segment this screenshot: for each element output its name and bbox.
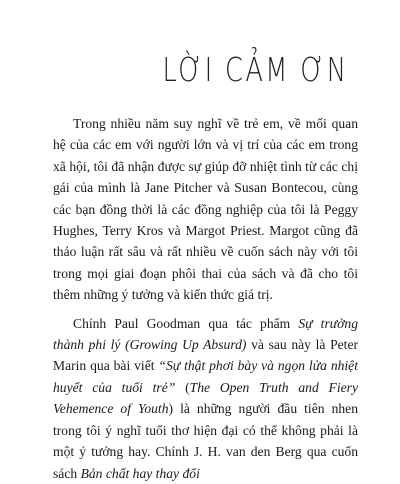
paragraph <box>53 313 358 484</box>
text-run: Trong nhiều năm suy nghĩ về trẻ em, về mối quan hệ của các em với người lớn và vị trí của các em trong xã hội, tôi đã nhận được sự giúp đỡ nhiệt tình từ các chị gái của mình là Jane Pitcher và Susan Bontecou, cùng các bạn đồng thời là các đồng nghiệp của tôi là Peggy Hughes, Terry Kros và Margot Priest. Margot cũng đã thảo luận rất sâu và rất nhiều về cuốn sách này với tôi trong mọi giai đoạn phôi thai của sách và đã cho tôi thêm những ý tưởng và kiến thức giá trị. <box>53 116 358 303</box>
book-title-italic: Bản chất hay thay đổi <box>80 465 200 481</box>
text-run: Chính Paul Goodman qua tác phẩm <box>73 315 299 331</box>
text-run: ) là những người đầu tiên nhen trong tôi ý nghĩ tuổi thơ hiện đại có thể không phải là một ý tưởng hay. Chính J. H. van den Berg qua cuốn sách <box>53 401 358 481</box>
paragraph <box>53 113 358 306</box>
page-title: LỜI CẢM ƠN <box>162 50 348 89</box>
article-title-italic: “Sự thật phơi bày và ngọn lửa nhiệt huyết của tuổi trẻ” <box>53 358 358 395</box>
book-title-italic: Sự trưởng thành phi lý (Growing Up Absurd) <box>53 315 358 353</box>
body-text <box>53 113 358 484</box>
text-run: ( <box>175 379 190 395</box>
text-run: và sau này là Peter Marin qua bài viết <box>53 337 359 374</box>
article-title-english-italic: The Open Truth and Fiery Vehemence of Youth <box>53 379 358 417</box>
